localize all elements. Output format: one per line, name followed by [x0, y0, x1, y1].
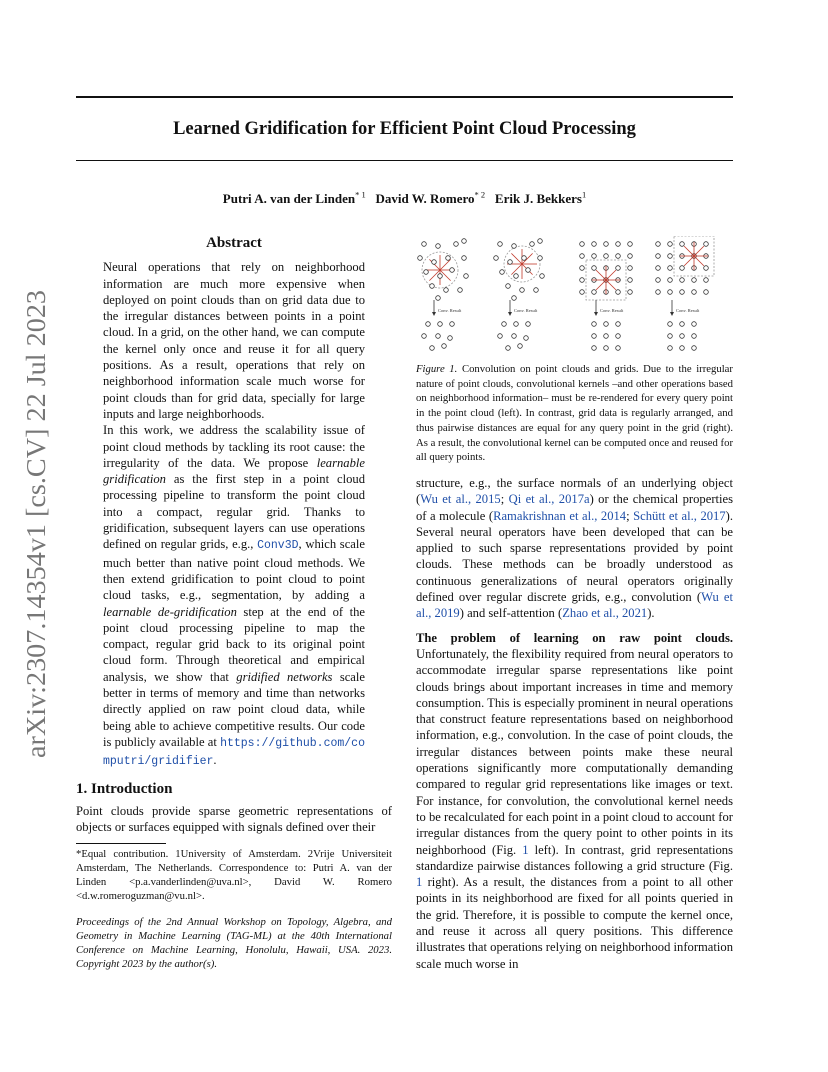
kernel-ray — [606, 280, 616, 290]
point — [668, 334, 673, 339]
arrowhead — [670, 312, 674, 316]
author-3: Erik J. Bekkers$^1$ — [494, 190, 587, 207]
point — [604, 322, 609, 327]
point — [580, 290, 585, 295]
point — [616, 254, 621, 259]
conv-result-label: Conv. Result — [676, 308, 700, 313]
point — [498, 334, 503, 339]
point — [522, 256, 527, 261]
point — [438, 274, 443, 279]
point — [494, 256, 499, 261]
point — [592, 254, 597, 259]
point — [668, 290, 673, 295]
citation-link[interactable]: Wu et al., 2019 — [416, 590, 734, 621]
point — [680, 278, 685, 283]
point — [628, 266, 633, 271]
point — [704, 278, 709, 283]
point — [680, 322, 685, 327]
point — [592, 346, 597, 351]
point — [458, 288, 463, 293]
point — [436, 296, 441, 301]
point — [668, 266, 673, 271]
figure-ref-link[interactable]: 1 — [416, 875, 423, 890]
point — [430, 284, 435, 289]
point — [692, 334, 697, 339]
paper-title: Learned Gridification for Efficient Point Cloud Processing — [173, 119, 636, 139]
point — [692, 290, 697, 295]
kernel-ray — [511, 253, 522, 264]
point — [580, 254, 585, 259]
citation-link[interactable]: Zhao et al., 2021 — [562, 606, 648, 621]
point — [616, 242, 621, 247]
point — [498, 242, 503, 247]
figure-1-illustration — [414, 236, 734, 356]
point — [656, 290, 661, 295]
point — [704, 266, 709, 271]
point — [524, 336, 529, 341]
point — [448, 336, 453, 341]
point — [604, 346, 609, 351]
point — [436, 244, 441, 249]
point — [514, 274, 519, 279]
point — [506, 284, 511, 289]
point — [514, 322, 519, 327]
conv-result-label: Conv. Result — [438, 308, 462, 313]
point — [438, 322, 443, 327]
author-2: David W. Romero$^{* 2}$ — [375, 190, 486, 207]
conv-result-label: Conv. Result — [514, 308, 538, 313]
arxiv-stamp-container — [14, 290, 54, 760]
kernel-ray — [684, 246, 694, 256]
proceedings-note: Proceedings of the 2nd Annual Workshop on Topology, Algebra, and Geometry in Machine Learning (TAG-ML) at the 40th International Conference on Machine Learning, Honolulu, Hawaii, USA. 2023. Copyright 2023 by the author(s). — [76, 916, 392, 970]
point — [462, 239, 467, 244]
left-column — [76, 235, 392, 835]
point — [628, 242, 633, 247]
arxiv-stamp — [14, 290, 54, 760]
point — [538, 239, 543, 244]
point — [422, 242, 427, 247]
point — [680, 334, 685, 339]
point — [616, 290, 621, 295]
arrowhead — [508, 312, 512, 316]
citation-link[interactable]: Ramakrishnan et al., 2014 — [493, 508, 627, 523]
point — [580, 266, 585, 271]
point — [616, 266, 621, 271]
abstract-paragraph-1: Neural operations that rely on neighborhood information are much more expensive when deployed on point clouds than on grid data due to the irregular distances between points in a point cloud. In a grid, on the other hand, we can compute the kernel only once and reuse it for all query positions. As a result, operations that rely on neighborhood information scale much worse for point clouds than for grid data, specially for large inputs and large neighborhoods. — [103, 260, 365, 421]
point — [692, 278, 697, 283]
point — [444, 288, 449, 293]
point — [526, 268, 531, 273]
point — [506, 346, 511, 351]
code-link[interactable]: https://github.com/computri/gridifier — [103, 736, 365, 769]
footnote-rule — [76, 843, 166, 844]
point — [462, 256, 467, 261]
point — [418, 256, 423, 261]
figure-1 — [414, 236, 734, 356]
point — [616, 322, 621, 327]
abstract-heading: Abstract — [206, 235, 262, 251]
point — [628, 254, 633, 259]
point — [512, 296, 517, 301]
point — [668, 254, 673, 259]
section-heading-introduction: 1. Introduction — [76, 780, 173, 797]
kernel-ray — [596, 280, 606, 290]
svg-text:arXiv:2307.14354v1 [cs.CV] 2: arXiv:2307.14354v1 [cs.CV] 22 Jul 2023 — [21, 309, 51, 758]
conv-result-label: Conv. Result — [600, 308, 624, 313]
point — [604, 334, 609, 339]
right-paragraph-2: The problem of learning on raw point clouds. Unfortunately, the flexibility required from neural operators to accommodate irregular sparse representations like point clouds brings about important increases in time and memory consumption. This is especially prominent in neural operations that construct feature representations based on neighborhood information, e.g., convolution. In the case of point clouds, the irregular distances between points make these neural operations significantly more computationally demanding compared to regular grid representations like images or text. For instance, for convolution, the convolutional kernel needs to be recalculated for each point in a point cloud to account for irregular distances from the query point to other points in its neighborhood (Fig. 1 left). In contrast, grid representations standardize pairwise distances following a grid structure (Fig. 1 right). As a result, the distances from a point to all other points in its neighborhood are fixed for all points queried in the grid. Therefore, it is possible to compute the kernel once, and reuse it across all query positions. This difference illustrates that operations relying on neighborhood information scale much worse in — [416, 630, 733, 971]
title-rule-bottom — [76, 160, 733, 161]
point — [680, 266, 685, 271]
point — [616, 334, 621, 339]
point — [704, 242, 709, 247]
kernel-ray — [511, 264, 522, 275]
point — [534, 288, 539, 293]
figure-ref-link[interactable]: 1 — [522, 842, 529, 857]
point — [592, 242, 597, 247]
point — [424, 270, 429, 275]
point — [616, 346, 621, 351]
right-column — [416, 475, 733, 972]
kernel-ray — [694, 246, 704, 256]
point — [538, 256, 543, 261]
point — [580, 242, 585, 247]
point — [518, 344, 523, 349]
author-list — [76, 190, 733, 207]
point — [692, 346, 697, 351]
arrowhead — [594, 312, 598, 316]
point — [592, 334, 597, 339]
right-paragraph-1: structure, e.g., the surface normals of an underlying object (Wu et al., 2015; Qi et al., 2017a) or the chemical properties of a molecule (Ramakrishnan et al., 2014; Schütt et al., 2017). Several neural operators have been developed that can be applied to such sparse representations provided by point clouds. These methods can be broadly understood as continuous generalizations of neural operators originally defined over regular discrete grids, e.g., convolution (Wu et al., 2019) and self-attention (Zhao et al., 2021). — [416, 476, 734, 621]
abstract-paragraph-2: In this work, we address the scalability issue of point cloud methods by tackling its root cause: the irregularity of the data. We propose learnable gridification as the first step in a point cloud processing pipeline to transform the point cloud into a compact, regular grid. Thanks to gridification, subsequent layers can use operations defined on regular grids, e.g., Conv3D, which scale much better than native point cloud methods. We then extend gridification to point cloud to point cloud tasks, e.g., segmentation, by adding a learnable de-gridification step at the end of the point cloud processing pipeline to map the compact, regular grid back to its original point cloud form. Through theoretical and empirical analysis, we show that gridified networks scale better in terms of memory and time than networks directly applied on raw point cloud data, while being able to achieve competitive results. Our code is publicly available at https://github.com/computri/gridifier. — [103, 423, 365, 769]
point — [592, 322, 597, 327]
point — [530, 242, 535, 247]
point — [580, 278, 585, 283]
point — [430, 346, 435, 351]
kernel-ray — [606, 270, 616, 280]
point — [508, 260, 513, 265]
point — [432, 260, 437, 265]
point — [454, 242, 459, 247]
point — [668, 278, 673, 283]
arrowhead — [432, 312, 436, 316]
point — [656, 242, 661, 247]
point — [526, 322, 531, 327]
point — [422, 334, 427, 339]
point — [426, 322, 431, 327]
point — [520, 288, 525, 293]
point — [512, 244, 517, 249]
figure-1-caption: Figure 1. Convolution on point clouds and grids. Due to the irregular nature of point clouds, convolutional kernels –and other operations based on neighborhood information– must be re-rendered for every query point in the point cloud (left). In contrast, grid data is regularly arranged, and thus pairwise distances are equal for any query point in the grid (right). As a result, the convolutional kernel can be computed once and reused for all query points. — [416, 363, 733, 464]
intro-paragraph-1: Point clouds provide sparse geometric representations of objects or surfaces equipped with signals defined over their — [76, 803, 392, 835]
point — [680, 290, 685, 295]
point — [692, 322, 697, 327]
abstract-body — [76, 259, 392, 770]
point — [450, 268, 455, 273]
point — [436, 334, 441, 339]
kernel-ray — [694, 256, 704, 266]
point — [540, 274, 545, 279]
point — [656, 266, 661, 271]
point — [442, 344, 447, 349]
point — [680, 242, 685, 247]
point — [656, 254, 661, 259]
point — [604, 254, 609, 259]
point — [668, 242, 673, 247]
point — [500, 270, 505, 275]
title-rule-top — [76, 96, 733, 98]
point — [704, 290, 709, 295]
point — [446, 256, 451, 261]
point — [450, 322, 455, 327]
citation-link[interactable]: Schütt et al., 2017 — [633, 508, 726, 523]
kernel-ray — [684, 256, 694, 266]
point — [680, 346, 685, 351]
citation-link[interactable]: Wu et al., 2015 — [420, 492, 501, 507]
point — [464, 274, 469, 279]
footnote: *Equal contribution. 1University of Amsterdam. 2Vrije Universiteit Amsterdam, The Netherlands. Correspondence to: Putri A. van der Linden <p.a.vanderlinden@uva.nl>, David W. Romero <d.w.romeroguzman@vu.nl>. — [76, 848, 392, 902]
point — [628, 290, 633, 295]
kernel-ray — [440, 259, 451, 270]
point — [656, 278, 661, 283]
citation-link[interactable]: Qi et al., 2017a — [508, 492, 590, 507]
point — [668, 346, 673, 351]
point — [592, 266, 597, 271]
author-1: Putri A. van der Linden$^{* 1}$ — [222, 190, 366, 207]
point — [668, 322, 673, 327]
point — [592, 290, 597, 295]
point — [628, 278, 633, 283]
point — [604, 242, 609, 247]
point — [512, 334, 517, 339]
point — [502, 322, 507, 327]
kernel-ray — [596, 270, 606, 280]
